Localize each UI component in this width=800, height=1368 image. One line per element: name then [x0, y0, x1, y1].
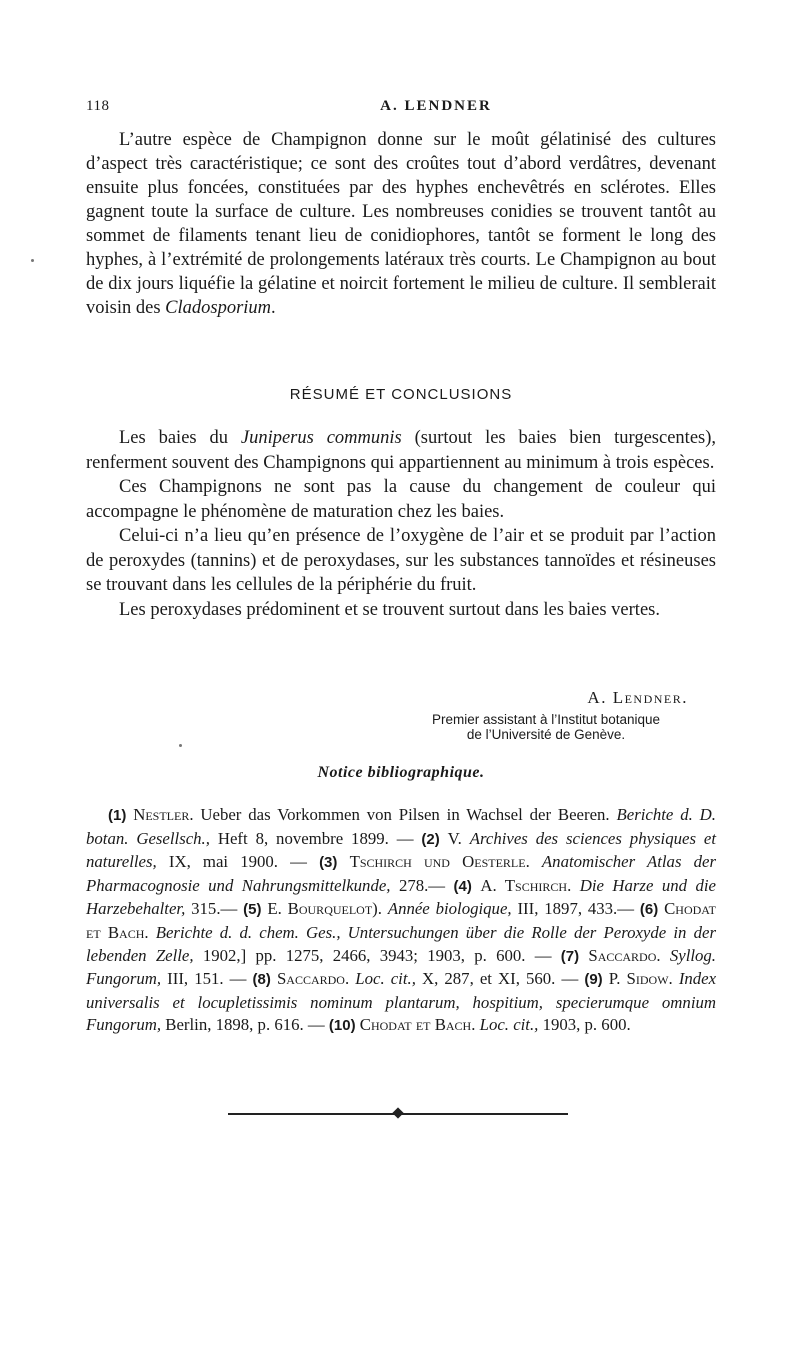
ref-text-9: Berlin, 1898, p. 616. — [165, 1015, 325, 1035]
ref-text-3: 278.— [398, 875, 446, 895]
ref-text-10: 1903, p. 600. [542, 1015, 631, 1035]
ref-author-1: Nestler. [133, 805, 194, 824]
summary-paragraph-4: Les peroxydases prédominent et se trouvent surtout dans les baies vertes. [119, 599, 660, 620]
ref-title-5: Année biologique, [387, 899, 512, 919]
ref-text-2: IX, mai 1900. — [168, 852, 307, 872]
ref-number-10: (10) [328, 1017, 356, 1035]
ref-number-3: (3) [319, 854, 338, 872]
ref-text-7: III, 151. — [167, 969, 247, 989]
author-name: Lendner. [612, 688, 688, 707]
body-paragraph-italic: Cladosporium [165, 298, 272, 318]
summary-p1-species: Juniperus communis [240, 428, 402, 448]
ref-author-5: E. Bourquelot). [267, 899, 382, 919]
ref-author-2: V. [447, 828, 462, 848]
ref-number-7: (7) [560, 947, 580, 965]
summary-section [86, 426, 716, 622]
ref-number-8: (8) [252, 971, 271, 989]
body-paragraph [86, 128, 716, 320]
ref-title-4: Die Harze und die Harzebehalter, [86, 875, 716, 919]
end-ornament-rule [228, 1108, 568, 1120]
ref-text-4: 315.— [191, 899, 238, 919]
ref-text-6: 1902,] pp. 1275, 2466, 3943; 1903, p. 600. — [202, 945, 552, 965]
ref-author-6: Chodat et Bach. [86, 899, 716, 942]
ref-author-10: Chodat et Bach. [359, 1015, 476, 1035]
summary-paragraph-3: Celui-ci n’a lieu qu’en présence de l’oxygène de l’air et se produit par l’action de peroxydes (tannins) et de peroxydases, sur les substances tannoïdes et résineuses se trouvant dans les cellules de la périphérie du fruit. [86, 526, 716, 595]
body-paragraph-text: L’autre espèce de Champignon donne sur le moût gélatinisé des cultures d’aspect très caractéristique; ce sont des croûtes tout d’abord verdâtres, devenant ensuite plus foncées, constituées par des hyphes enchevêtrés en sclérotes. Elles gagnent toute la surface de culture. Les nombreuses conidies se trouvent tantôt au sommet de filaments tenant lieu de conidiophores, tantôt se forment le long des hyphes, à l’extrémité de prolongements latéraux très courts. Le Champignon au bout de dix jours liquéfie la gélatine et noircit fortement le milieu de culture. Il semblerait voisin des [86, 130, 716, 318]
author-affiliation [86, 712, 716, 742]
summary-paragraph-1 [86, 426, 716, 475]
scan-speck [31, 259, 34, 262]
author-initial: A. [587, 688, 607, 707]
ref-text-8: X, 287, et XI, 560. — [422, 969, 579, 989]
ref-number-9: (9) [584, 971, 603, 989]
bibliography [86, 804, 716, 1038]
ref-author-7: Saccardo. [588, 945, 661, 965]
ref-title-7: Syllog. Fungorum, [86, 945, 716, 989]
ref-number-5: (5) [243, 901, 262, 919]
ref-author-4: A. Tschirch. [480, 875, 572, 895]
diamond-ornament-icon [392, 1107, 403, 1118]
page-number: 118 [86, 98, 110, 114]
body-paragraph-end: . [271, 298, 276, 318]
summary-p1-start: Les baies du [119, 428, 228, 448]
ref-title-8: Loc. cit., [355, 969, 416, 989]
signature-block [86, 688, 716, 742]
ref-title-9: Index universalis et locupletissimis nominum plantarum, hospitium, specierumque omnium Fungorum, [86, 969, 717, 1035]
summary-p1-end: (surtout les baies bien turgescentes), renferment souvent des Champignons qui appartiennent au minimum à trois espèces. [86, 428, 717, 473]
ref-title-6: Berichte d. d. chem. Ges., Untersuchungen über die Rolle der Peroxyde in der lebenden Zelle, [86, 922, 716, 965]
ref-number-2: (2) [421, 830, 440, 848]
notice-heading: Notice bibliographique. [317, 764, 485, 781]
ref-author-3: Tschirch und Oesterle. [349, 852, 530, 872]
ref-text-1: Ueber das Vorkommen von Pilsen in Wachsel der Beeren. [200, 805, 610, 824]
scan-speck [179, 744, 182, 747]
page-header [86, 98, 716, 126]
ref-number-1: (1) [108, 807, 127, 824]
ref-text-1b: Heft 8, novembre 1899. — [217, 828, 414, 848]
ref-title-10: Loc. cit., [479, 1015, 539, 1035]
ref-title-3: Anatomischer Atlas der Pharmacognosie und Nahrungsmittelkunde, [86, 852, 716, 895]
ref-author-9: P. Sidow. [608, 969, 673, 989]
ref-number-6: (6) [639, 901, 659, 919]
summary-paragraph-2: Ces Champignons ne sont pas la cause du changement de couleur qui accompagne le phénomène de maturation chez les baies. [86, 477, 716, 522]
running-title: A. LENDNER [380, 98, 492, 114]
ref-text-5: III, 1897, 433.— [517, 899, 635, 919]
ref-number-4: (4) [453, 877, 472, 895]
affiliation-line-2: de l’Université de Genève. [466, 727, 626, 742]
affiliation-line-1: Premier assistant à l’Institut botanique [431, 712, 661, 727]
ref-title-1: Berichte d. D. botan. Gesellsch., [86, 805, 716, 848]
body-text [86, 128, 716, 320]
bibliography-paragraph [86, 804, 716, 1038]
ref-title-2: Archives des sciences physiques et naturelles, [86, 828, 716, 872]
author-signature [86, 688, 716, 708]
ref-author-8: Saccardo. [276, 969, 350, 989]
section-heading: RÉSUMÉ ET CONCLUSIONS [289, 386, 513, 403]
